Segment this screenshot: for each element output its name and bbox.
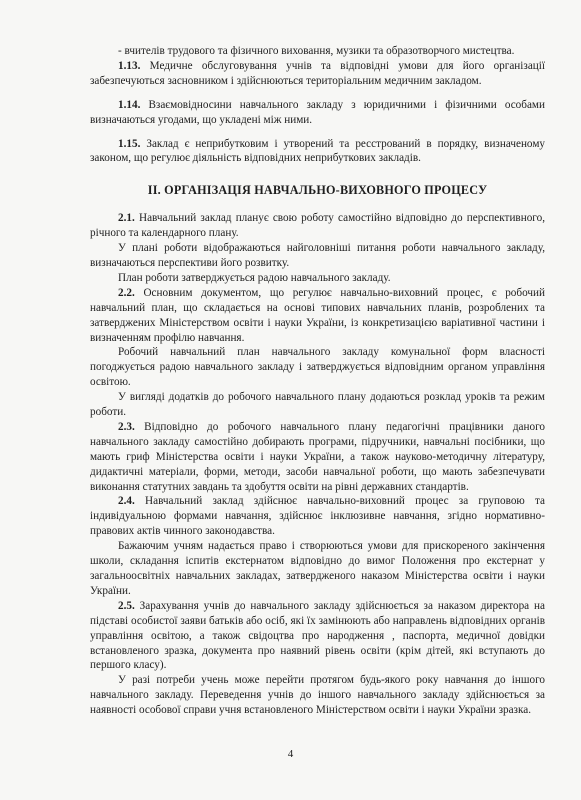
clause-text: Зарахування учнів до навчального закладу здійснюється за наказом директора на підставі особистої заяви батьків або осіб, які їх замінюють або направлень відповідних органів управління освітою, а також свідоцтва про народження , паспорта, медичної довідки встановленого зразка, документа про наявний рівень освіти (крім дітей, які вступають до першого класу). [90,599,545,672]
clause-number: 1.13. [118,59,141,72]
clause-number: 1.15. [118,137,141,150]
clause-text: Медичне обслуговування учнів та відповідні умови для його організації забезпечуються засновником і здійснюються територіальним медичним закладом. [90,59,545,87]
clause-text: Навчальний заклад здійснює навчально-виховний процес за груповою та індивідуальною формами навчання, здійснює інклюзивне навчання, згідно нормативно-правових актів чинного законодавства. [90,495,545,538]
clause-text: Навчальний заклад планує свою роботу самостійно відповідно до перспективного, річного та календарного плану. [90,212,545,240]
paragraph-2-5-transfer: У разі потреби учень може перейти протягом будь-якого року навчання до іншого навчального закладу. Переведення учнів до іншого навчального закладу здійснюється за наявності особової справи учня встановленого Міністерством освіти і науки України зразка. [90,674,545,717]
paragraph-2-2 [90,286,545,346]
paragraph-2-2-working-plan: Робочий навчальний план навчального закладу комунальної форм власності погоджується радою навчального закладу і затверджується відповідним органом управління освітою. [90,346,545,389]
paragraph-2-4 [90,494,545,539]
clause-number: 2.1. [118,212,135,225]
clause-text: Відповідно до робочого навчального плану педагогічні працівники даного навчального закладу самостійно добирають програми, підручники, навчальні посібники, що мають гриф Міністерства освіти і науки України, а також науково-методичну літературу, дидактичні матеріали, форми, методи, засоби навчальної роботи, що мають забезпечувати виконання статутних завдань та здобуття освіти на рівні державних стандартів. [90,420,545,493]
clause-text: Основним документом, що регулює навчально-виховний процес, є робочий навчальний план, що складається на основі типових навчальних планів, розроблених та затверджених Міністерством освіти і науки України, із конкретизацією варіативної частини і визначенням профілю навчання. [90,286,545,344]
paragraph-1-15 [90,137,545,167]
clause-number: 2.4. [118,495,135,508]
page-number: 4 [287,748,294,760]
page-body [90,44,545,718]
paragraph-2-5 [90,599,545,674]
clause-text: Взаємовідносини навчального закладу з юридичними і фізичними особами визначаються угодами, що укладені між ними. [90,98,545,126]
clause-number: 2.3. [118,420,135,433]
paragraph-2-2-appendices: У вигляді додатків до робочого навчального плану додаються розклад уроків та режим роботи. [90,391,545,419]
paragraph-2-1 [90,211,545,241]
paragraph-2-1-plan: У плані роботи відображаються найголовніші питання роботи навчального закладу, визначаються перспективи його розвитку. [90,242,545,269]
clause-number: 2.2. [118,286,135,299]
clause-number: 2.5. [118,599,135,612]
list-item-teachers: - вчителів трудового та фізичного виховання, музики та образотворчого мистецтва. [118,45,515,57]
clause-number: 1.14. [118,98,141,111]
paragraph-1-14 [90,98,545,128]
section-heading: II. ОРГАНІЗАЦІЯ НАВЧАЛЬНО-ВИХОВНОГО ПРОЦЕСУ [147,183,488,198]
paragraph-2-4-external-study: Бажаючим учням надається право і створюються умови для прискореного закінчення школи, складання іспитів екстернатом відповідно до вимог Положення про екстернат у загальноосвітніх навчальних закладах, затвердженого наказом Міністерства освіти і науки України. [90,540,545,597]
paragraph-1-13 [90,59,545,89]
paragraph-2-1-approval: План роботи затверджується радою навчального закладу. [118,271,391,284]
clause-text: Заклад є неприбутковим і утворений та ресстрований в порядку, визначеному законом, що регулює діяльність відповідних неприбуткових закладів. [90,137,545,165]
paragraph-2-3 [90,420,545,495]
